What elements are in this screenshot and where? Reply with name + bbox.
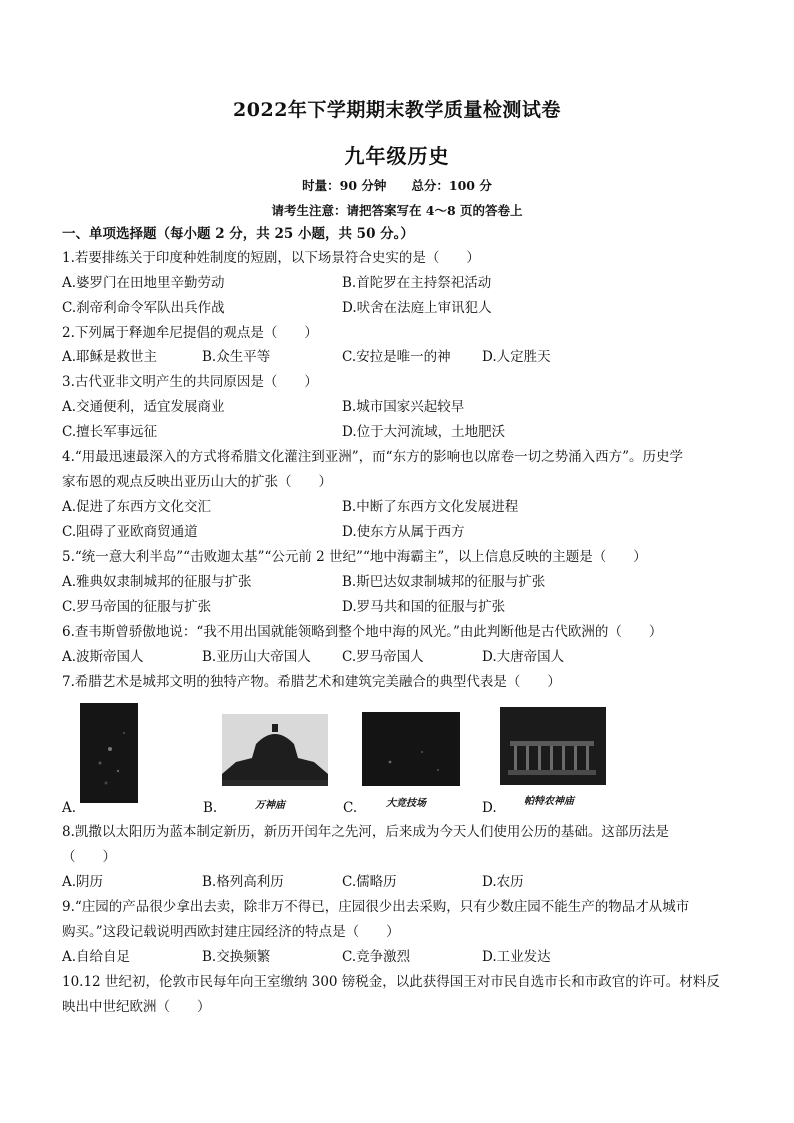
question-1-option-a[interactable]: A.婆罗门在田地里辛勤劳动: [62, 275, 225, 291]
notice-line: 请考生注意：请把答案写在 4～8 页的答卷上: [271, 203, 523, 218]
colosseum-caption: 大竞技场: [386, 798, 426, 809]
question-6-option-a[interactable]: A.波斯帝国人: [62, 649, 144, 665]
option-b-photo: [222, 714, 328, 786]
question-1-option-c[interactable]: C.刹帝利命令军队出兵作战: [62, 300, 225, 316]
question-9-stem-line-1: 9.“庄园的产品很少拿出去卖，除非万不得已，庄园很少出去采购，只有少数庄园不能生产的物品才从城市: [62, 899, 690, 915]
question-10-stem-line-1: 10.12 世纪初，伦敦市民每年向王室缴纳 300 镑税金，以此获得国王对市民自选市长和市政官的许可。材料反: [62, 974, 720, 990]
colosseum-image: [362, 712, 460, 786]
question-2-option-d[interactable]: D.人定胜天: [482, 349, 551, 365]
question-3-stem: 3.古代亚非文明产生的共同原因是（ ）: [62, 374, 318, 390]
question-8-option-a[interactable]: A.阴历: [62, 874, 104, 890]
question-1-option-d[interactable]: D.吠舍在法庭上审讯犯人: [342, 300, 492, 316]
question-7-option-a[interactable]: A.: [62, 800, 77, 816]
question-6-option-d[interactable]: D.大唐帝国人: [482, 649, 565, 665]
question-6-option-c[interactable]: C.罗马帝国人: [342, 649, 424, 665]
question-4-option-b[interactable]: B.中断了东西方文化发展进程: [342, 499, 519, 515]
question-2-stem: 2.下列属于释迦牟尼提倡的观点是（ ）: [62, 325, 318, 341]
question-6-option-b[interactable]: B.亚历山大帝国人: [202, 649, 311, 665]
question-9-option-b[interactable]: B.交换频繁: [202, 949, 271, 965]
pantheon-image: [222, 714, 328, 786]
question-8-option-d[interactable]: D.农历: [482, 874, 524, 890]
question-9-option-d[interactable]: D.工业发达: [482, 949, 551, 965]
exam-subject: 九年级历史: [344, 144, 450, 168]
question-3-option-a[interactable]: A.交通便利，适宜发展商业: [62, 399, 225, 415]
question-9-option-c[interactable]: C.竞争激烈: [342, 949, 411, 965]
exam-title: 2022年下学期期末教学质量检测试卷: [233, 99, 561, 121]
question-9-stem-line-2: 购买。”这段记载说明西欧封建庄园经济的特点是（ ）: [62, 924, 400, 940]
question-2-option-c[interactable]: C.安拉是唯一的神: [342, 349, 451, 365]
dark-scene-image: [80, 703, 138, 803]
question-8-stem-line-1: 8.凯撒以太阳历为蓝本制定新历，新历开闰年之先河，后来成为今天人们使用公历的基础。这部历法是: [62, 824, 669, 840]
question-3-option-d[interactable]: D.位于大河流域，土地肥沃: [342, 424, 506, 440]
question-9-option-a[interactable]: A.自给自足: [62, 949, 131, 965]
option-d-photo: [500, 707, 606, 785]
section-heading: 一、单项选择题（每小题 2 分，共 25 小题，共 50 分。）: [62, 226, 414, 242]
parthenon-image: [500, 707, 606, 785]
question-8-option-c[interactable]: C.儒略历: [342, 874, 397, 890]
question-3-option-b[interactable]: B.城市国家兴起较早: [342, 399, 465, 415]
pantheon-caption: 万神庙: [255, 800, 285, 811]
question-5-stem: 5.“统一意大利半岛”“击败迦太基”“公元前 2 世纪”“地中海霸主”，以上信息反映的主题是（ ）: [62, 549, 647, 565]
question-1-option-b[interactable]: B.首陀罗在主持祭祀活动: [342, 275, 492, 291]
option-a-photo: [80, 703, 138, 803]
question-5-option-a[interactable]: A.雅典奴隶制城邦的征服与扩张: [62, 574, 252, 590]
question-5-option-c[interactable]: C.罗马帝国的征服与扩张: [62, 599, 212, 615]
question-5-option-b[interactable]: B.斯巴达奴隶制城邦的征服与扩张: [342, 574, 546, 590]
question-2-option-b[interactable]: B.众生平等: [202, 349, 271, 365]
question-4-option-d[interactable]: D.使东方从属于西方: [342, 524, 465, 540]
question-1-stem: 1.若要排练关于印度种姓制度的短剧，以下场景符合史实的是（ ）: [62, 250, 480, 266]
question-3-option-c[interactable]: C.擅长军事远征: [62, 424, 158, 440]
time-score-line: 时量：90 分钟 总分：100 分: [302, 178, 492, 193]
question-8-option-b[interactable]: B.格列高利历: [202, 874, 284, 890]
question-4-option-a[interactable]: A.促进了东西方文化交汇: [62, 499, 212, 515]
question-6-stem: 6.查韦斯曾骄傲地说：“我不用出国就能领略到整个地中海的风光。”由此判断他是古代欧洲的（ ）: [62, 624, 663, 640]
question-7-stem: 7.希腊艺术是城邦文明的独特产物。希腊艺术和建筑完美融合的典型代表是（ ）: [62, 674, 561, 690]
question-4-stem-line-1: 4.“用最迅速最深入的方式将希腊文化灌注到亚洲”，而“东方的影响也以席卷一切之势涌入西方”。历史学: [62, 449, 683, 465]
question-7-option-c[interactable]: C.: [343, 800, 358, 816]
question-4-stem-line-2: 家布恩的观点反映出亚历山大的扩张（ ）: [62, 474, 332, 490]
option-c-photo: [362, 712, 460, 786]
question-2-option-a[interactable]: A.耶稣是救世主: [62, 349, 158, 365]
question-8-stem-line-2: （ ）: [62, 849, 116, 865]
question-10-stem-line-2: 映出中世纪欧洲（ ）: [62, 999, 211, 1015]
question-7-option-b[interactable]: B.: [203, 800, 218, 816]
question-4-option-c[interactable]: C.阻碍了亚欧商贸通道: [62, 524, 198, 540]
parthenon-caption: 帕特农神庙: [524, 796, 574, 807]
question-5-option-d[interactable]: D.罗马共和国的征服与扩张: [342, 599, 506, 615]
question-7-option-d[interactable]: D.: [482, 800, 497, 816]
